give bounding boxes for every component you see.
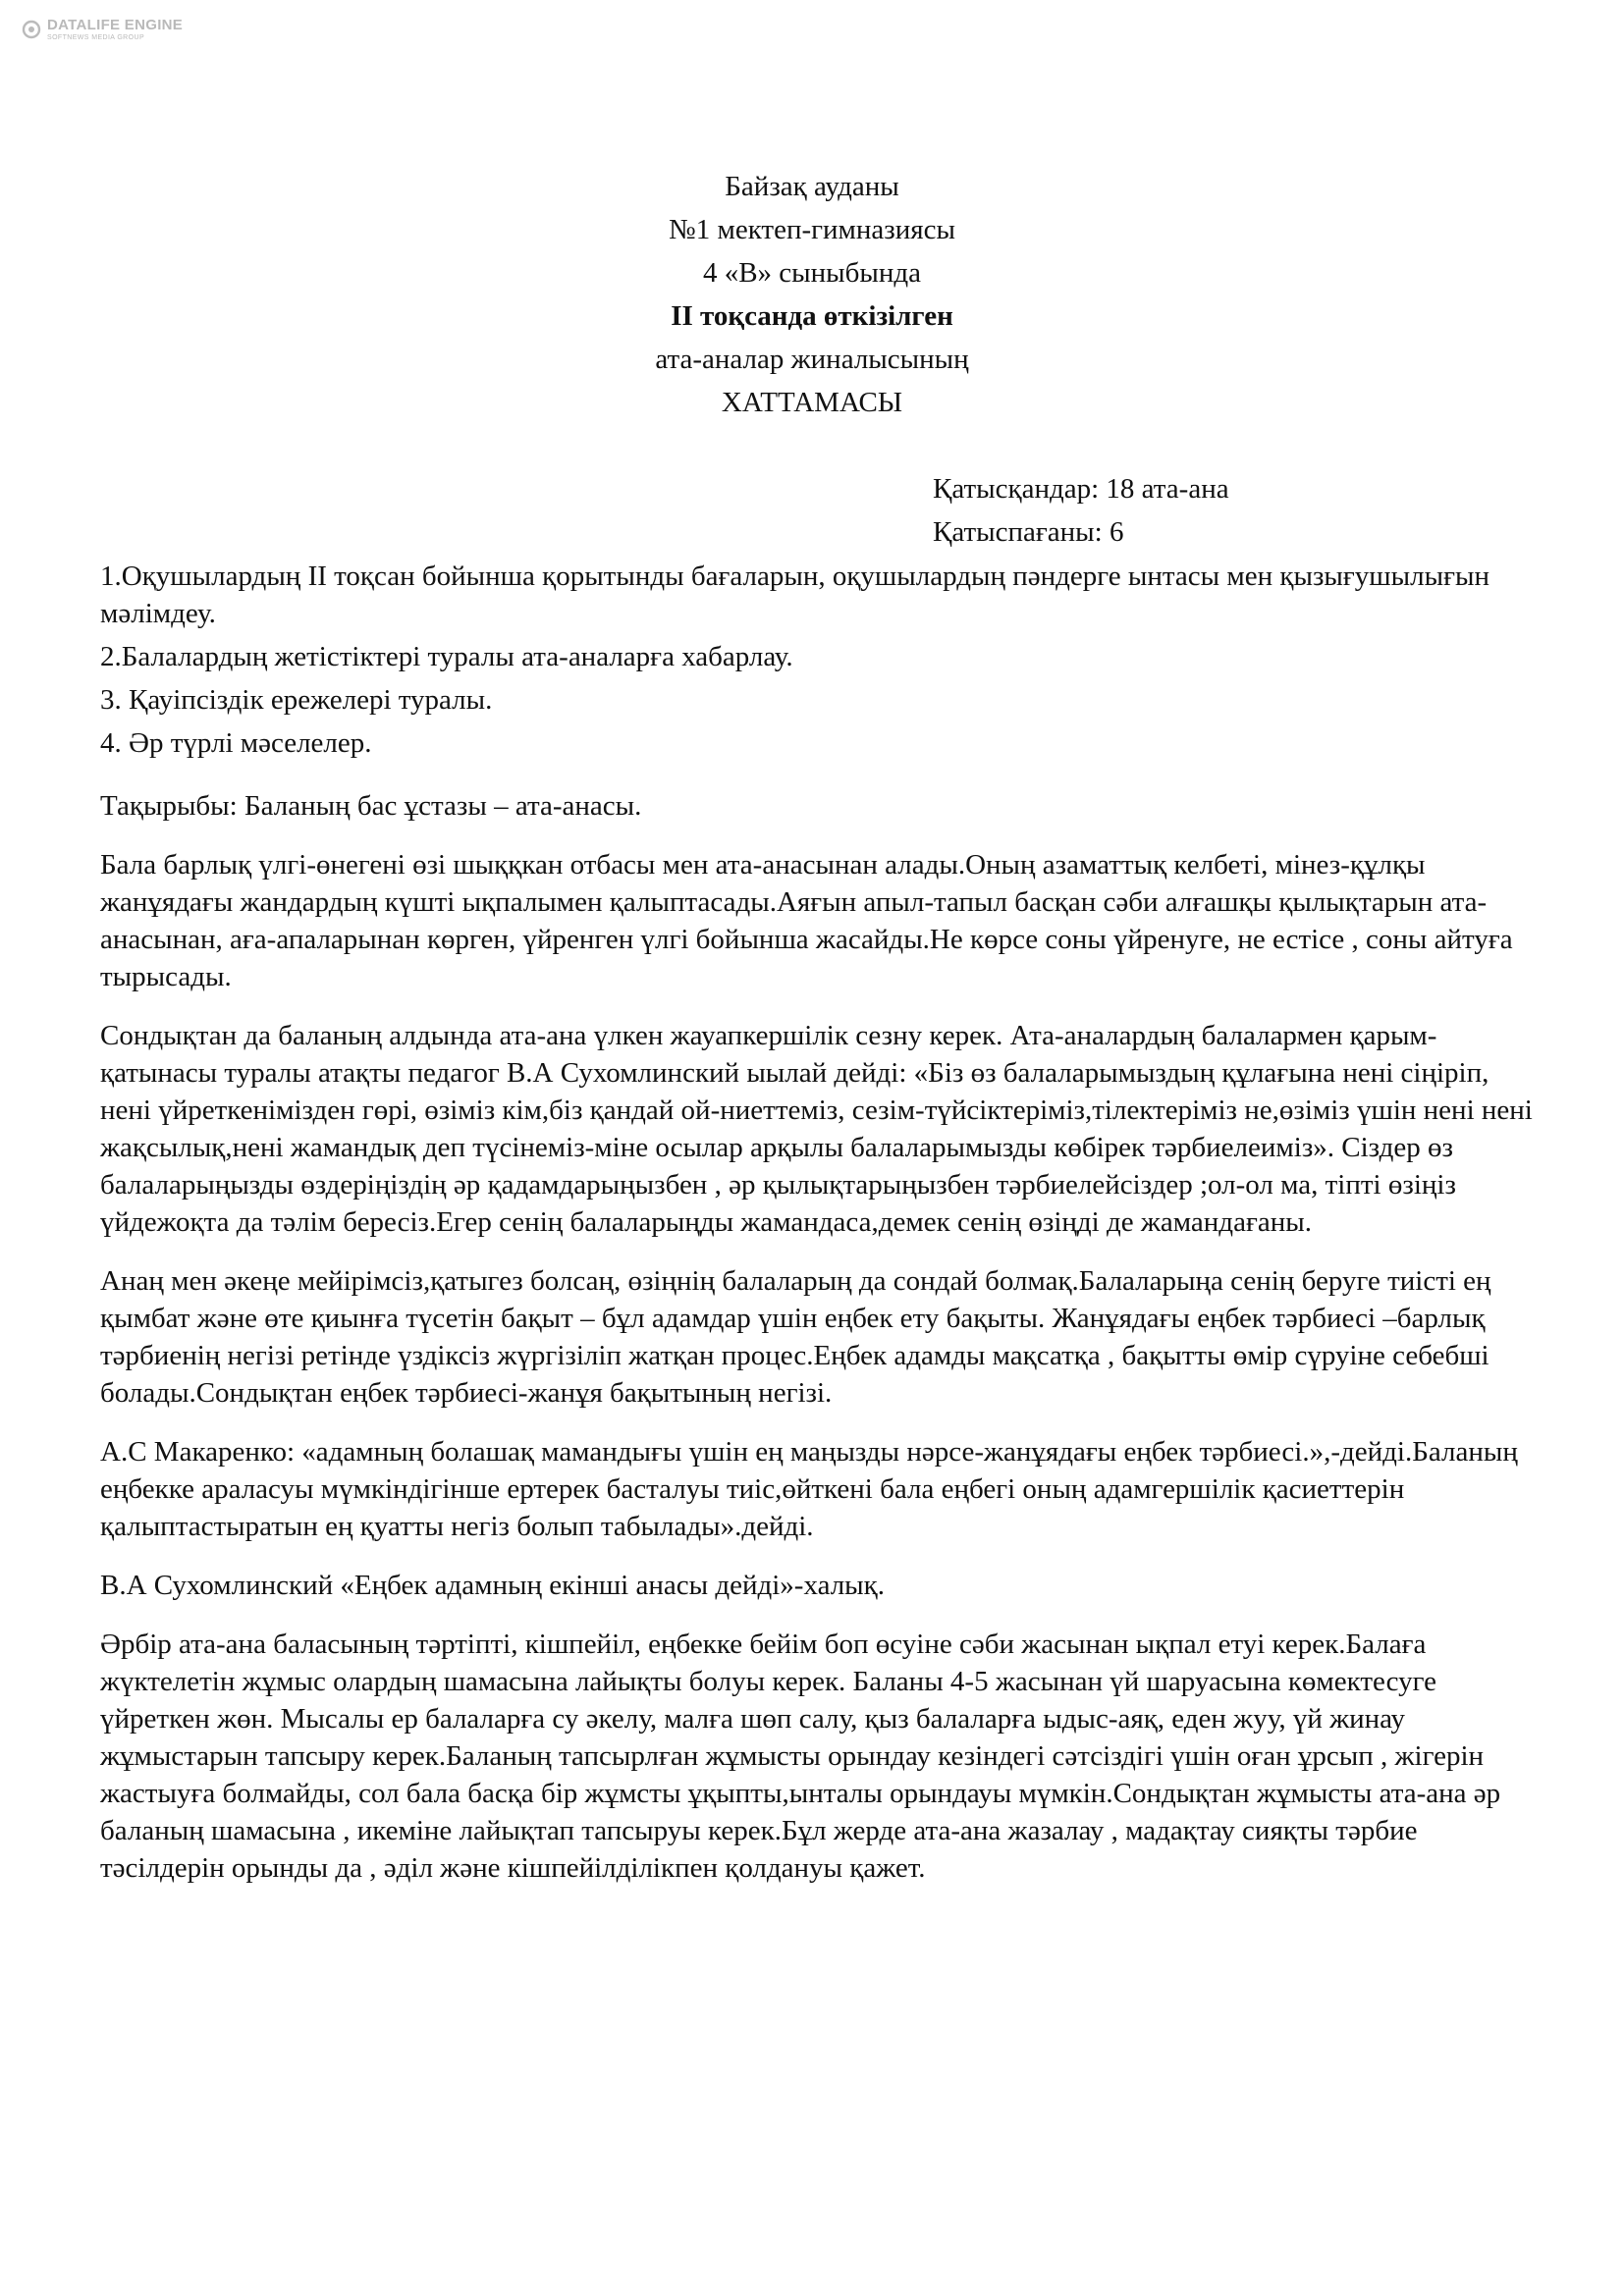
- body-paragraph: В.А Сухомлинский «Еңбек адамның екінші анасы дейді»-халық.: [100, 1570, 886, 1601]
- district-line: Байзақ ауданы: [725, 171, 899, 202]
- body-paragraph: Бала барлық үлгі-өнегені өзі шыққкан отбасы мен ата-анасынан алады.Оның азаматтық келбеті, мінез-құлқы жанұядағы жандардың күшті ықпалымен қалыптасады.Аяғын апыл-тапыл басқан сәби алғашқы қылықтарын ата-анасынан, аға-апаларынан көрген, үйренген үлгі бойынша жасайды.Не көрсе соны үйренуге, не естісе , соны айтуға тырысады.: [100, 849, 1513, 992]
- document-body: [100, 558, 1543, 1887]
- watermark-subtitle: SOFTNEWS MEDIA GROUP: [47, 34, 145, 41]
- agenda-item: 4. Әр түрлі мәселелер.: [100, 727, 372, 759]
- attendance-present: Қатысқандар: 18 ата-ана: [933, 473, 1229, 505]
- agenda-item: 1.Оқушылардың ІІ тоқсан бойынша қорытынды бағаларын, оқушылардың пәндерге ынтасы мен қызығушылығын мәлімдеу.: [100, 561, 1489, 629]
- datalife-logo-icon: [22, 20, 41, 39]
- document-header: [0, 165, 1624, 424]
- watermark-title: DATALIFE ENGINE: [47, 17, 184, 33]
- watermark: [22, 18, 183, 41]
- attendance-absent: Қатыспағаны: 6: [933, 516, 1124, 548]
- quarter-line: ІІ тоқсанда өткізілген: [671, 300, 953, 332]
- school-line: №1 мектеп-гимназиясы: [669, 214, 955, 245]
- body-paragraph: А.С Макаренко: «адамның болашақ мамандығы үшін ең маңызды нәрсе-жанұядағы еңбек тәрбиесі.»,-дейді.Баланың еңбекке араласуы мүмкіндігінше ертерек басталуы тиіс,өйткені бала еңбегі оның адамгершілік қасиеттерін қалыптастыратын ең қуатты негіз болып табылады».дейді.: [100, 1436, 1518, 1542]
- class-line: 4 «В» сыныбында: [702, 257, 922, 289]
- attendance-block: [933, 467, 1229, 554]
- body-paragraph: Анаң мен әкеңе мейірімсіз,қатыгез болсаң, өзіңнің балаларың да сондай болмақ.Балаларыңа сенің беруге тиісті ең қымбат және өте қиынға түсетін бақыт – бұл адамдар үшін еңбек ету бақыты. Жанұядағы еңбек тәрбиесі –барлық тәрбиенің негізі ретінде үздіксіз жүргізіліп жатқан процес.Еңбек адамды мақсатқа , бақытты өмір сүруіне себебші болады.Сондықтан еңбек тәрбиесі-жанұя бақытының негізі.: [100, 1265, 1491, 1409]
- body-paragraph: Сондықтан да баланың алдында ата-ана үлкен жауапкершілік сезну керек. Ата-аналардың балалармен қарым-қатынасы туралы атақты педагог В.А Сухомлинский ыылай дейді: «Біз өз балаларымыздың құлағына нені сіңіріп, нені үйреткенімізден гөрі, өзіміз кім,біз қандай ой-ниеттеміз, сезім-түйсіктеріміз,тілектеріміз не,өзіміз үшін нені нені жақсылық,нені жамандық деп түсінеміз-міне осылар арқылы балаларымызды көбірек тәрбиелеиміз». Сіздер өз балаларыңызды өздеріңіздің әр қадамдарыңызбен , әр қылықтарыңызбен тәрбиелейсіздер ;ол-ол ма, тіпті өзіңіз үйдежоқта да тәлім бересіз.Егер сенің балаларыңды жамандаса,демек сенің өзіңді де жамандағаны.: [100, 1020, 1533, 1238]
- agenda-item: 3. Қауіпсіздік ережелері туралы.: [100, 684, 493, 716]
- meeting-line: ата-аналар жиналысының: [655, 344, 969, 375]
- agenda-item: 2.Балалардың жетістіктері туралы ата-аналарға хабарлау.: [100, 641, 793, 672]
- meeting-topic: Тақырыбы: Баланың бас ұстазы – ата-анасы.: [100, 790, 642, 822]
- document-title: ХАТТАМАСЫ: [721, 387, 903, 418]
- agenda-list: [100, 558, 1543, 762]
- body-paragraph: Әрбір ата-ана баласының тәртіпті, кішпейіл, еңбекке бейім боп өсуіне сәби жасынан ықпал етуі керек.Балаға жүктелетін жұмыс олардың шамасына лайықты болуы керек. Баланы 4-5 жасынан үй шаруасына көмектесуге үйреткен жөн. Мысалы ер балаларға су әкелу, малға шөп салу, қыз балаларға ыдыс-аяқ, еден жуу, үй жинау жұмыстарын тапсыру керек.Баланың тапсырлған жұмысты орындау кезіндегі сәтсіздігі үшін оған ұрсып , жігерін жастыуға болмайды, сол бала басқа бір жұмсты ұқыпты,ынталы орындауы мүмкін.Сондықтан жұмысты ата-ана әр баланың шамасына , икеміне лайықтап тапсыруы керек.Бұл жерде ата-ана жазалау , мадақтау сияқты тәрбие тәсілдерін орынды да , әділ және кішпейілділікпен қолдануы қажет.: [100, 1629, 1501, 1884]
